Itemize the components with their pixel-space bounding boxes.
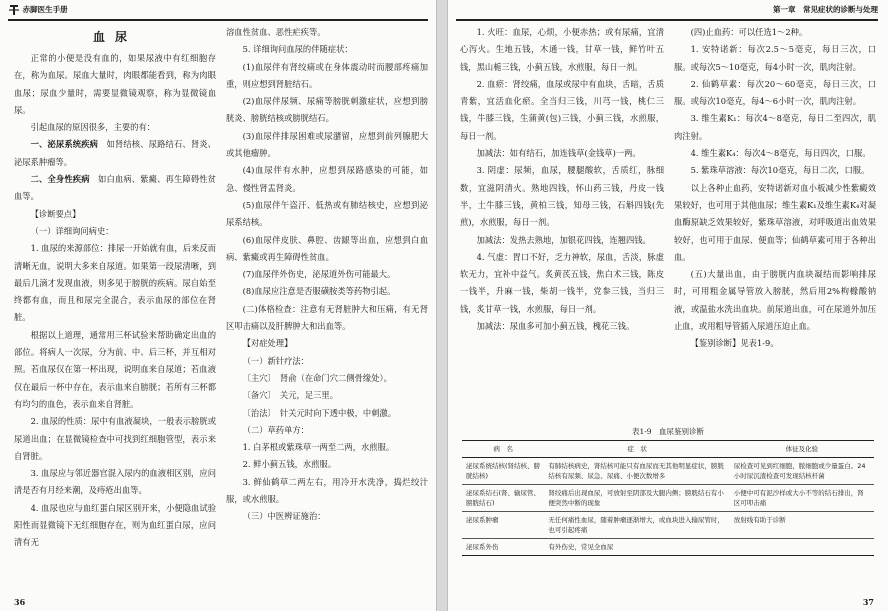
paragraph	[674, 180, 876, 266]
paragraph	[226, 232, 428, 267]
paragraph	[674, 266, 876, 335]
table-cell: 泌尿系统结核(肾结核、膀胱结核)	[462, 458, 544, 485]
paragraph-text: 【鉴别诊断】见表1-9。	[690, 338, 779, 349]
table-cell: 泌尿系结石(肾、输尿管、膀胱结石)	[462, 485, 544, 512]
paragraph-text: (五)大量出血，由于膀胱内血块凝结而影响排尿时，可用粗金属导管放入膀胱，然后用2%枸橼酸钠液，或温盐水洗出血块。前尿道出血，可在尿道外加压止血，或用粗导管插入尿道压迫止血。	[674, 269, 876, 332]
paragraph-text: （一）详细询问病史：	[30, 225, 114, 236]
paragraph-text: 5. 详细询问血尿的伴随症状：	[242, 44, 353, 55]
paragraph	[226, 508, 428, 525]
table-cell: 有外伤史，常见全血尿	[544, 539, 729, 556]
paragraph	[14, 413, 216, 465]
paragraph	[226, 41, 428, 58]
paragraph	[674, 110, 876, 145]
paragraph-text: 如白血病、紫癜、再生障碍性贫血等。	[14, 174, 216, 202]
paragraph-text: 正常的小便是没有血的，如果尿液中有红细胞存在，称为血尿。尿血大量时，肉眼都能看到，称为肉眼血尿；尿血少量时，需要显微镜观察，称为显微镜血尿。	[14, 53, 216, 115]
paragraph	[674, 76, 876, 111]
paragraph	[226, 162, 428, 197]
paragraph	[460, 76, 664, 145]
table-cell	[730, 539, 874, 556]
paragraph	[226, 93, 428, 128]
paragraph	[14, 206, 216, 223]
paragraph-text: 〔备穴〕 关元，足三里。	[242, 390, 339, 401]
paragraph-text: (5)血尿伴午盗汗、低热或有肺结核史，应想到泌尿系结核。	[226, 199, 428, 228]
right-column-1	[460, 24, 664, 335]
paragraph	[226, 456, 428, 473]
paragraph	[226, 197, 428, 232]
paragraph-text: (2)血尿伴尿频、尿痛等膀胱刺激症状，应想到膀胱炎、膀胱结核或膀胱结石。	[226, 96, 428, 124]
paragraph	[14, 465, 216, 500]
paragraph-text: (7)血尿伴外伤史，泌尿道外伤可能最大。	[242, 269, 396, 280]
table-header-cell: 病 名	[462, 441, 544, 458]
paragraph	[14, 119, 216, 136]
paragraph	[226, 370, 428, 387]
paragraph	[460, 249, 664, 318]
paragraph	[674, 41, 876, 76]
paragraph	[226, 405, 428, 422]
paragraph-text: (二)体格检查：注意有无肾脏肿大和压痛，有无肾区叩击痛以及肝脾肿大和出血等。	[226, 303, 428, 332]
paragraph-text: 如肾结核、尿路结石、肾炎、泌尿系肿瘤等。	[14, 139, 216, 167]
paragraph-text: 溶血性贫血、恶性疟疾等。	[226, 27, 326, 37]
paragraph-text: 3. 血尿应与邻近器官混入尿内的血液相区别，应问清是否有月经来潮，及痔疮出血等。	[14, 468, 216, 496]
paragraph-text: 4. 维生素K₄：每次4～8毫克，每日四次，口服。	[690, 148, 871, 159]
paragraph-text: 5. 紫珠草溶液：每次10毫克，每日二次，口服。	[690, 165, 870, 176]
paragraph-text: 根据以上道理，通常用三杯试验来帮助确定出血的部位。将病人一次尿，分为前、中、后三杯，并互相对照。若血尿仅在第一杯出现，说明血来自尿道；若血液仅在最后一杯中存在，表示血来自膀胱；若所有三杯都有均匀的血色，表示血来自肾脏。	[14, 329, 216, 409]
paragraph	[226, 301, 428, 336]
paragraph	[14, 136, 216, 171]
paragraph	[674, 24, 876, 41]
table-cell: 肾绞痛后出现血尿，可放射至阴部及大腿内侧；膀胱结石有小便突然中断的现象	[544, 485, 729, 512]
bold-lead: 二、全身性疾病	[30, 174, 90, 185]
paragraph	[226, 422, 428, 439]
paragraph-text: 【对症处理】	[242, 338, 293, 349]
table-row	[462, 512, 874, 539]
paragraph-text: (8)血尿应注意是否服磺胺类等药物引起。	[242, 286, 396, 297]
paragraph	[14, 327, 216, 413]
paragraph	[226, 353, 428, 370]
paragraph-text: 引起血尿的原因很多，主要的有：	[30, 122, 156, 133]
bold-lead: 一、泌尿系统疾病	[30, 139, 99, 150]
paragraph	[460, 162, 664, 231]
paragraph-text: 2. 血尿的性质：尿中有血液凝块，一般表示膀胱或尿道出血；在显微镜检查中可找到红细胞管型，表示来自肾脏。	[14, 416, 216, 461]
table-row	[462, 485, 874, 512]
paragraph	[460, 232, 664, 249]
paragraph-text: (1)血尿伴有肾绞痛或在身体震动时而腰部疼痛加重，则应想到肾脏结石。	[226, 61, 428, 89]
left-page	[0, 0, 436, 611]
paragraph-text: (6)血尿伴皮肤、鼻腔、齿龈等出血，应想到白血病、紫癜或再生障碍性贫血。	[226, 234, 428, 262]
paragraph-text: （二）草药单方：	[242, 424, 309, 435]
paragraph	[14, 171, 216, 206]
paragraph-text: (四)止血药：可以任选1～2种。	[690, 27, 808, 37]
table-row	[462, 539, 874, 556]
paragraph-text: 加减法：发热去熟地，加银花四钱，连翘四钱。	[476, 234, 651, 245]
paragraph	[674, 162, 876, 179]
paragraph-text: 1. 血尿的来源部位：排尿一开始就有血，后来反而清晰无血，说明大多来自尿道。如果第一段尿清晰，到最后几滴才发现血液，则多见于膀胱的疾病。尿自始至终都有血，而且和尿完全混合，表示血尿的部位在肾脏。	[14, 243, 216, 323]
section-title	[14, 24, 216, 50]
paragraph	[674, 145, 876, 162]
left-column-1	[14, 24, 216, 552]
paragraph	[226, 474, 428, 509]
paragraph-text: 血尿	[92, 30, 137, 44]
left-header-title: 赤脚医生手册	[22, 5, 68, 14]
paragraph	[460, 318, 664, 335]
book-gutter	[436, 0, 448, 611]
paragraph	[226, 24, 428, 41]
paragraph-text: 加减法：尿血多可加小蓟五钱，槐花三钱。	[476, 321, 635, 332]
left-header-rule	[8, 19, 428, 21]
paragraph-text: 2. 血瘀：肾绞痛，血尿或尿中有血块，舌暗，舌质青紫，宜活血化瘀。全当归三钱，川芎一钱，桃仁三钱，牛膝三钱，生蒲黄(包)三钱，小蓟三钱，水煎服，每日一剂。	[460, 78, 664, 141]
table-cell: 无任何痛性血尿，随着肿瘤逐渐增大，或血块进入输尿管时，也可引起疼痛	[544, 512, 729, 539]
paragraph	[226, 128, 428, 163]
table-cell: 泌尿系肿瘤	[462, 512, 544, 539]
table-title: 表1-9 血尿鉴别诊断	[631, 427, 705, 436]
left-column-2	[226, 24, 428, 526]
paragraph-text: (4)血尿伴有水肿，应想到尿路感染的可能，如急、慢性肾盂肾炎。	[226, 165, 428, 193]
left-page-number: 36	[14, 597, 26, 607]
paragraph-text: 4. 血尿也应与血红蛋白尿区别开来，小便隐血试验阳性而显微镜下无红细胞存在，则为血红蛋白尿，应问清有无	[14, 502, 216, 548]
paragraph	[226, 439, 428, 456]
paragraph	[226, 266, 428, 283]
table-cell: 小便中可有泥沙样或大小不等的结石排出，肾区可叩击痛	[730, 485, 874, 512]
paragraph-text: 【诊断要点】	[30, 208, 81, 219]
paragraph-text: 3. 阴虚：尿频，血尿，腰腿酸软，舌质红，脉细数，宜滋阴清火。熟地四钱，怀山药三钱，丹皮一钱半，土牛膝三钱，黄柏三钱，知母三钱，石斛四钱(先煎)，水煎服，每日一剂。	[460, 165, 664, 228]
left-header	[8, 3, 68, 17]
paragraph	[226, 335, 428, 352]
book-logo-icon	[8, 4, 20, 16]
right-header-title: 第一章 常见症状的诊断与处理	[773, 5, 878, 14]
paragraph	[226, 387, 428, 404]
paragraph-text: （三）中医辨证施治：	[242, 511, 326, 522]
paragraph	[14, 500, 216, 552]
paragraph-text: （一）新针疗法：	[242, 355, 309, 366]
paragraph-text: 1. 白茅根或紫珠草一两至二两，水煎服。	[242, 442, 395, 453]
paragraph-text: 4. 气虚：胃口不好，乏力神软，尿血，舌淡，脉虚软无力，宜补中益气。炙黄芪五钱，焦白术三钱，陈皮一钱半，升麻一钱，柴胡一钱半，党参三钱，当归三钱，炙甘草一钱，水煎服，每日一剂。	[460, 251, 664, 314]
paragraph-text: 2. 仙鹤草素：每次20～60毫克，每日三次，口服。或每次10毫克，每4～6小时一次，肌肉注射。	[674, 78, 876, 107]
paragraph	[674, 335, 876, 352]
table-cell: 放射线有助于诊断	[730, 512, 874, 539]
table-cell: 尿检查可见到红细胞、脓细胞或少量蛋白。24小时尿沉渣检查可发现结核杆菌	[730, 458, 874, 485]
differential-diagnosis-table	[462, 440, 874, 556]
paragraph	[14, 223, 216, 240]
table-cell: 有肺结核病史，肾结核可能只有血尿而无其他明显症状，膀胱结核有尿频、尿急、尿痛、小便次数增多	[544, 458, 729, 485]
paragraph	[226, 59, 428, 94]
paragraph	[460, 145, 664, 162]
paragraph-text: 〔主穴〕 肾俞（在命门穴二侧骨缘处）。	[242, 372, 392, 383]
table-header-cell: 体征及化验	[730, 441, 874, 458]
table-header-row	[462, 441, 874, 458]
paragraph	[226, 283, 428, 300]
right-header-rule	[456, 19, 878, 21]
paragraph-text: 3. 维生素K₁：每次4～8毫克，每日二至四次，肌肉注射。	[674, 113, 876, 141]
paragraph-text: 2. 鲜小蓟五钱，水煎服。	[242, 459, 337, 470]
table-row	[462, 458, 874, 485]
paragraph-text: 1. 火旺：血尿，心烦，小便赤热；或有尿痛，宜清心泻火。生地五钱，木通一钱，甘草一钱，鲜竹叶五钱，黑山栀三钱，小蓟五钱，水煎服，每日一剂。	[460, 27, 664, 72]
table-header-cell: 症 状	[544, 441, 729, 458]
right-column-2	[674, 24, 876, 353]
paragraph-text: 加减法：如有结石，加连钱草(金钱草)一两。	[476, 148, 641, 159]
paragraph-text: 〔治法〕 针关元时向下透中极，中刺激。	[242, 407, 397, 418]
paragraph	[14, 50, 216, 119]
paragraph	[460, 24, 664, 76]
paragraph-text: 以上各种止血药，安特诺新对血小板减少性紫癜效果较好，也可用于其他血尿；维生素K₁及维生素K₄对凝血酶原缺乏效果较好，紫珠草溶液，对呼吸道出血效果较好，也可用于血尿、便血等；仙鹤草素可用于各种出血。	[674, 182, 876, 262]
paragraph-text: (3)血尿伴排尿困难或尿潴留，应想到前列腺肥大或其他瘤肿。	[226, 130, 428, 159]
paragraph-text: 1. 安特诺新：每次2.5～5毫克，每日三次，口服。或每次5～10毫克，每4小时一次，肌肉注射。	[674, 44, 876, 72]
right-page	[448, 0, 888, 611]
paragraph	[14, 240, 216, 326]
right-page-number: 37	[862, 597, 874, 607]
paragraph-text: 3. 鲜仙鹤草二两左右，用冷开水洗净，捣烂绞汁服，或水煎服。	[226, 476, 428, 505]
table-cell: 泌尿系外伤	[462, 539, 544, 556]
